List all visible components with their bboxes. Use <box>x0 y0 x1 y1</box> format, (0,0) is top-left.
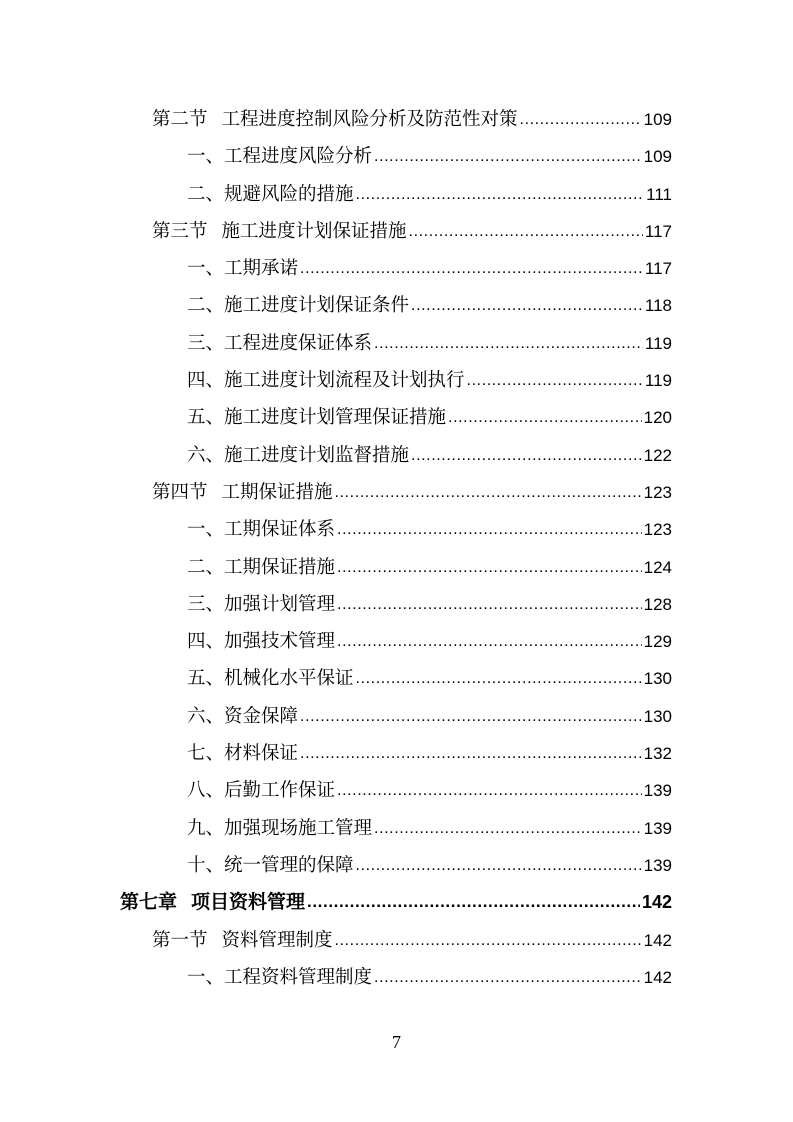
toc-leader-dots <box>467 362 643 399</box>
toc-entry[interactable] <box>0 511 793 548</box>
toc-entry-line <box>187 437 672 474</box>
toc-entry-title <box>187 176 356 213</box>
toc-entry-title <box>187 399 448 436</box>
toc-entry-line <box>152 213 672 250</box>
toc-entry-title <box>187 138 374 175</box>
toc-entry-number: 九、 <box>187 817 225 839</box>
toc-entry-number: 第一节 <box>152 929 208 951</box>
toc-entry-page: 117 <box>644 221 672 241</box>
toc-entry[interactable] <box>0 101 793 138</box>
toc-leader-dots <box>300 735 642 772</box>
toc-entry-text: 工期承诺 <box>224 258 299 280</box>
toc-entry-text: 加强现场施工管理 <box>224 817 373 839</box>
toc-entry-title <box>187 325 374 362</box>
toc-entry[interactable] <box>0 884 793 921</box>
toc-entry[interactable] <box>0 437 793 474</box>
toc-entry-number: 一、 <box>187 519 225 541</box>
toc-entry[interactable] <box>0 325 793 362</box>
toc-entry-page: 124 <box>643 557 672 577</box>
toc-entry-text: 工程进度风险分析 <box>224 146 373 168</box>
toc-entry[interactable] <box>0 586 793 623</box>
page-number: 7 <box>392 1032 401 1052</box>
toc-entry-text: 加强技术管理 <box>224 631 336 653</box>
toc-entry-text: 工期保证体系 <box>224 519 336 541</box>
toc-entry-text: 资金保障 <box>224 705 299 727</box>
toc-entry-number: 二、 <box>187 556 225 578</box>
toc-entry-number: 五、 <box>187 668 225 690</box>
toc-entry-line <box>187 810 672 847</box>
toc-leader-dots <box>337 772 642 809</box>
toc-entry-title <box>187 810 374 847</box>
toc-leader-dots <box>520 101 642 138</box>
toc-entry[interactable] <box>0 847 793 884</box>
toc-entry[interactable] <box>0 623 793 660</box>
toc-entry-page: 129 <box>643 632 672 652</box>
toc-entry-number: 第七章 <box>120 891 178 914</box>
toc-entry-line <box>187 176 672 213</box>
toc-entry-page: 139 <box>643 781 672 801</box>
toc-entry-line <box>187 660 672 697</box>
toc-entry-line <box>187 287 672 324</box>
toc-entry-number: 第二节 <box>152 109 208 130</box>
toc-entry[interactable] <box>0 922 793 959</box>
toc-entry-text: 材料保证 <box>224 743 299 765</box>
toc-entry-page: 109 <box>643 147 672 167</box>
toc-entry-text: 规避风险的措施 <box>224 183 354 205</box>
toc-entry-line <box>187 325 672 362</box>
toc-entry-title <box>187 586 337 623</box>
toc-entry-text: 项目资料管理 <box>191 891 306 914</box>
toc-entry-line <box>187 138 672 175</box>
toc-entry-page: 123 <box>643 520 672 540</box>
toc-entry[interactable] <box>0 138 793 175</box>
toc-entry-page: 128 <box>643 594 672 614</box>
toc-entry-title <box>187 287 411 324</box>
toc-entry-text: 统一管理的保障 <box>224 854 354 876</box>
toc-entry[interactable] <box>0 213 793 250</box>
toc-leader-dots <box>374 959 642 996</box>
toc-entry-number: 四、 <box>187 370 225 392</box>
toc-leader-dots <box>411 287 643 324</box>
toc-leader-dots <box>374 325 643 362</box>
toc-entry-line <box>187 772 672 809</box>
toc-entry-number: 三、 <box>187 593 225 615</box>
toc-entry[interactable] <box>0 250 793 287</box>
toc-entry-number: 一、 <box>187 966 225 988</box>
toc-leader-dots <box>335 922 642 959</box>
toc-entry-title <box>187 549 337 586</box>
toc-entry-line <box>152 101 672 138</box>
toc-leader-dots <box>300 698 642 735</box>
toc-entry-text: 施工进度计划流程及计划执行 <box>224 370 465 392</box>
toc-entry-line <box>187 698 672 735</box>
toc-entry-page: 120 <box>643 408 672 428</box>
toc-entry-page: 130 <box>643 706 672 726</box>
toc-entry-number: 六、 <box>187 444 225 466</box>
toc-entry-title <box>187 250 300 287</box>
toc-entry[interactable] <box>0 362 793 399</box>
toc-leader-dots <box>356 176 645 213</box>
toc-entry-title <box>187 959 374 996</box>
toc-entry-number: 七、 <box>187 743 225 765</box>
table-of-contents <box>0 101 793 996</box>
toc-entry-text: 资料管理制度 <box>221 929 333 951</box>
toc-leader-dots <box>300 250 643 287</box>
toc-entry-text: 工期保证措施 <box>221 481 333 503</box>
toc-entry-page: 139 <box>643 818 672 838</box>
toc-entry-text: 施工进度计划保证措施 <box>221 220 407 242</box>
toc-leader-dots <box>337 511 642 548</box>
toc-entry-page: 139 <box>643 855 672 875</box>
toc-entry-title <box>187 437 411 474</box>
toc-entry-title <box>152 101 520 138</box>
toc-entry-line <box>187 735 672 772</box>
toc-entry-line <box>187 623 672 660</box>
toc-entry-page: 123 <box>643 482 672 502</box>
toc-entry-line <box>152 474 672 511</box>
toc-entry-line <box>120 884 672 921</box>
toc-entry-title <box>120 884 307 921</box>
toc-entry-line <box>187 362 672 399</box>
toc-entry-text: 施工进度计划监督措施 <box>224 444 410 466</box>
toc-entry-text: 工程进度保证体系 <box>224 332 373 354</box>
toc-entry-text: 后勤工作保证 <box>224 780 336 802</box>
toc-entry[interactable] <box>0 474 793 511</box>
toc-leader-dots <box>337 549 642 586</box>
toc-entry-number: 一、 <box>187 146 225 168</box>
toc-entry-number: 六、 <box>187 705 225 727</box>
toc-entry-title <box>187 735 300 772</box>
toc-entry-line <box>187 549 672 586</box>
toc-entry[interactable] <box>0 660 793 697</box>
toc-entry-line <box>187 586 672 623</box>
toc-entry-title <box>187 847 356 884</box>
toc-entry-page: 109 <box>643 110 672 129</box>
toc-leader-dots <box>409 213 643 250</box>
toc-entry-title <box>152 213 409 250</box>
toc-entry-title <box>187 362 467 399</box>
toc-entry-number: 五、 <box>187 407 225 429</box>
toc-entry[interactable] <box>0 549 793 586</box>
toc-entry-page: 119 <box>644 333 672 353</box>
toc-entry-text: 机械化水平保证 <box>224 668 354 690</box>
toc-entry-number: 八、 <box>187 780 225 802</box>
toc-leader-dots <box>356 847 642 884</box>
toc-entry-line <box>187 511 672 548</box>
toc-leader-dots <box>411 437 642 474</box>
toc-entry-page: 119 <box>644 371 672 391</box>
toc-entry-number: 一、 <box>187 258 225 280</box>
toc-entry[interactable] <box>0 772 793 809</box>
toc-entry-number: 第三节 <box>152 220 208 242</box>
toc-entry-title <box>187 698 300 735</box>
toc-entry-title <box>187 772 337 809</box>
toc-entry-text: 加强计划管理 <box>224 593 336 615</box>
toc-leader-dots <box>337 586 642 623</box>
toc-entry-text: 工程资料管理制度 <box>224 966 373 988</box>
toc-entry[interactable] <box>0 176 793 213</box>
toc-leader-dots <box>374 810 642 847</box>
toc-entry-line <box>152 922 672 959</box>
toc-entry-number: 二、 <box>187 295 225 317</box>
toc-entry[interactable] <box>0 810 793 847</box>
toc-leader-dots <box>356 660 642 697</box>
toc-entry-text: 施工进度计划保证条件 <box>224 295 410 317</box>
toc-entry[interactable] <box>0 698 793 735</box>
toc-entry-line <box>187 847 672 884</box>
toc-entry-text: 工期保证措施 <box>224 556 336 578</box>
toc-entry-number: 三、 <box>187 332 225 354</box>
toc-entry-page: 111 <box>646 184 672 204</box>
toc-entry[interactable] <box>0 287 793 324</box>
toc-entry-page: 142 <box>643 930 672 950</box>
toc-entry-title <box>152 474 335 511</box>
toc-leader-dots <box>307 883 640 920</box>
toc-entry-text: 工程进度控制风险分析及防范性对策 <box>221 109 518 130</box>
toc-entry-number: 二、 <box>187 183 225 205</box>
toc-entry[interactable] <box>0 399 793 436</box>
toc-entry-text: 施工进度计划管理保证措施 <box>224 407 447 429</box>
toc-entry-number: 四、 <box>187 631 225 653</box>
toc-entry-page: 142 <box>643 967 672 987</box>
toc-entry-page: 117 <box>644 259 672 279</box>
toc-entry-title <box>152 922 335 959</box>
toc-entry-page: 130 <box>643 669 672 689</box>
toc-leader-dots <box>335 474 642 511</box>
toc-entry-page: 132 <box>643 744 672 764</box>
toc-entry-line <box>187 250 672 287</box>
toc-entry[interactable] <box>0 959 793 996</box>
toc-entry-line <box>187 959 672 996</box>
toc-entry-number: 十、 <box>187 854 225 876</box>
toc-entry-number: 第四节 <box>152 481 208 503</box>
toc-leader-dots <box>374 138 642 175</box>
toc-entry-line <box>187 399 672 436</box>
toc-entry-page: 142 <box>641 892 672 913</box>
toc-entry-page: 122 <box>643 445 672 465</box>
toc-entry-title <box>187 623 337 660</box>
toc-entry[interactable] <box>0 735 793 772</box>
toc-leader-dots <box>448 399 642 436</box>
toc-leader-dots <box>337 623 642 660</box>
toc-entry-title <box>187 511 337 548</box>
toc-entry-page: 118 <box>644 296 672 316</box>
toc-entry-title <box>187 660 356 697</box>
